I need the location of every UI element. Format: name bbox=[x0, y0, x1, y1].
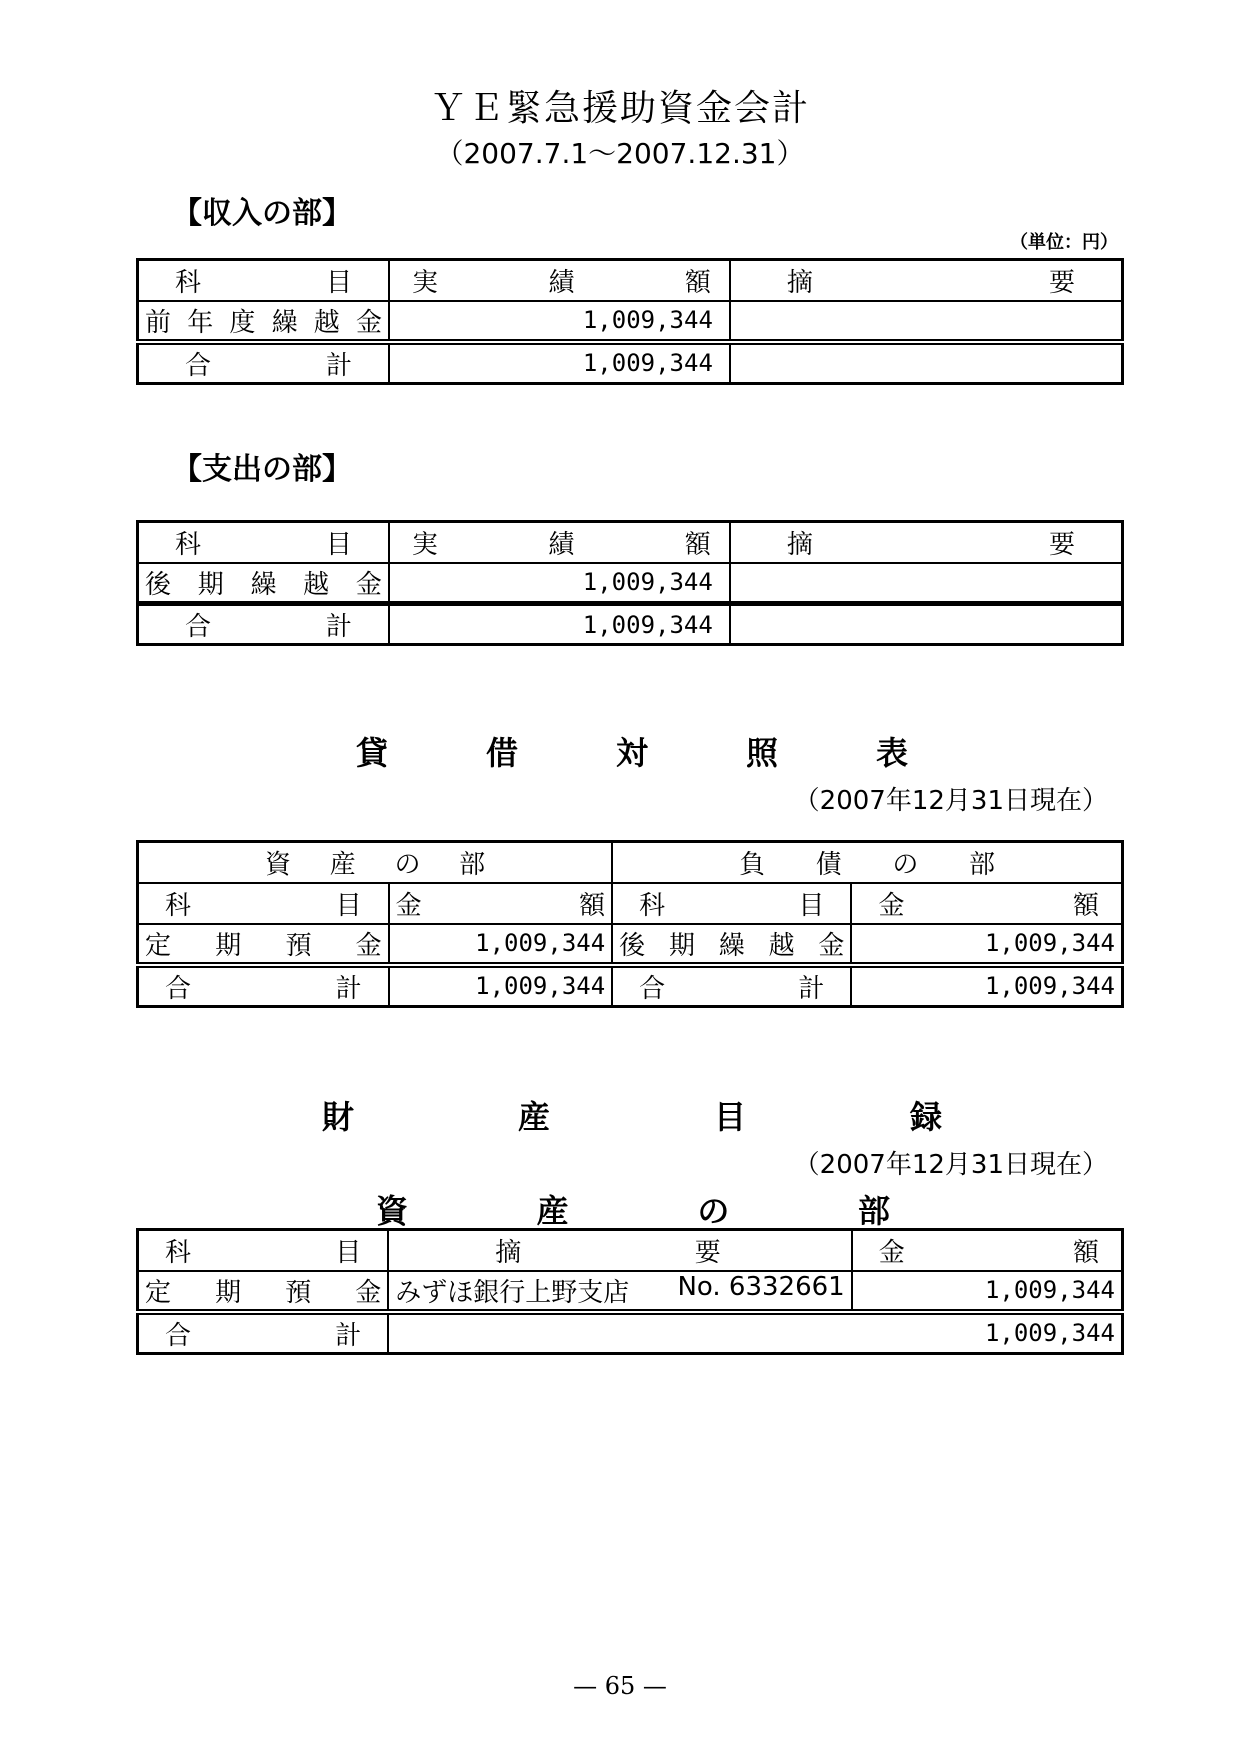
label-char: 越 bbox=[303, 569, 330, 600]
balance-sheet-header-row bbox=[138, 883, 1123, 924]
asset-total-label bbox=[138, 965, 389, 1007]
expense-header-row bbox=[138, 522, 1123, 563]
label-char: 計 bbox=[335, 1320, 362, 1351]
income-total-label bbox=[138, 342, 390, 384]
label-char: 科 bbox=[165, 1237, 192, 1268]
label-char: 越 bbox=[768, 930, 795, 961]
label-char: 後 bbox=[145, 569, 172, 600]
income-header-row bbox=[138, 260, 1123, 301]
label-char: 繰 bbox=[250, 569, 277, 600]
label-char: 目 bbox=[335, 1237, 362, 1268]
label-char: 越 bbox=[313, 307, 340, 338]
liability-total-label bbox=[612, 965, 851, 1007]
expense-total-note bbox=[730, 604, 1123, 645]
income-row-subject bbox=[138, 301, 390, 342]
label-char: 金 bbox=[878, 1237, 905, 1268]
expense-total-row bbox=[138, 604, 1123, 645]
balance-sheet-total-row bbox=[138, 965, 1123, 1007]
inventory-header-row bbox=[138, 1230, 1123, 1271]
label-char: 目 bbox=[335, 890, 362, 921]
label-char: 目 bbox=[798, 890, 825, 921]
label-char: の bbox=[892, 849, 919, 880]
label-char: 要 bbox=[1048, 529, 1075, 560]
label-char: 要 bbox=[694, 1237, 721, 1268]
label-char: 金 bbox=[355, 930, 382, 961]
liabilities-col-amount bbox=[851, 883, 1122, 924]
label-char: 産 bbox=[329, 849, 356, 880]
label-char: 部 bbox=[857, 1192, 890, 1230]
label-char: 合 bbox=[165, 973, 192, 1004]
label-char: 部 bbox=[459, 849, 486, 880]
label-char: 額 bbox=[1072, 890, 1099, 921]
expense-header-note bbox=[730, 522, 1123, 563]
label-char: の bbox=[697, 1192, 730, 1230]
label-char: 合 bbox=[165, 1320, 192, 1351]
income-table bbox=[136, 258, 1124, 385]
assets-col-amount bbox=[389, 883, 613, 924]
inventory-header-note bbox=[388, 1230, 852, 1271]
label-char: 績 bbox=[548, 267, 575, 298]
expense-header-subject bbox=[138, 522, 389, 563]
expense-row-subject bbox=[138, 563, 389, 604]
label-char: 目 bbox=[326, 267, 353, 298]
label-char: 計 bbox=[325, 612, 352, 642]
label-char: 産 bbox=[536, 1192, 569, 1230]
income-total-note bbox=[730, 342, 1123, 384]
label-char: 摘 bbox=[786, 267, 813, 298]
inventory-row-subject bbox=[138, 1271, 389, 1312]
liability-subject bbox=[612, 924, 851, 965]
label-char: 資 bbox=[265, 849, 292, 880]
expense-row-amount: 1,009,344 bbox=[389, 563, 730, 604]
income-row bbox=[138, 301, 1123, 342]
inventory-subheading bbox=[376, 1186, 890, 1232]
label-char: 期 bbox=[215, 930, 242, 961]
balance-sheet-table bbox=[136, 840, 1124, 1008]
income-row-note bbox=[730, 301, 1123, 342]
assets-col-subject bbox=[138, 883, 389, 924]
label-char: 摘 bbox=[786, 529, 813, 560]
label-char: 目 bbox=[325, 529, 352, 560]
label-char: 部 bbox=[968, 849, 995, 880]
label-char: 対 bbox=[615, 734, 648, 772]
label-char: 計 bbox=[326, 350, 353, 381]
inventory-total-label bbox=[138, 1312, 389, 1354]
label-char: 金 bbox=[818, 930, 845, 961]
document-title: ＹＥ緊急援助資金会計 bbox=[429, 88, 810, 129]
label-char: 預 bbox=[285, 1277, 312, 1308]
label-char: 貸 bbox=[356, 734, 389, 772]
inventory-header-amount bbox=[852, 1230, 1123, 1271]
label-char: 定 bbox=[145, 930, 172, 961]
income-heading: 【収入の部】 bbox=[172, 196, 352, 231]
label-char: 繰 bbox=[718, 930, 745, 961]
label-char: 金 bbox=[355, 307, 382, 338]
label-char: 負 bbox=[739, 849, 766, 880]
label-char: 実 bbox=[411, 529, 438, 560]
balance-sheet-section-row bbox=[138, 842, 1123, 883]
label-char: 金 bbox=[355, 1277, 382, 1308]
unit-note: （単位：円） bbox=[1010, 232, 1118, 253]
label-char: 金 bbox=[355, 569, 382, 600]
balance-sheet-title bbox=[356, 728, 908, 774]
inventory-total-amount: 1,009,344 bbox=[388, 1312, 1122, 1354]
label-char: 度 bbox=[229, 307, 256, 338]
label-char: 金 bbox=[878, 890, 905, 921]
expense-row bbox=[138, 563, 1123, 604]
label-char: 照 bbox=[745, 734, 778, 772]
label-char: 摘 bbox=[495, 1237, 522, 1268]
label-char: 金 bbox=[395, 890, 422, 921]
liabilities-col-subject bbox=[612, 883, 851, 924]
inventory-row-note bbox=[388, 1271, 852, 1312]
page-number: — 65 — bbox=[573, 1672, 667, 1700]
expense-row-note bbox=[730, 563, 1123, 604]
income-total-row bbox=[138, 342, 1123, 384]
label-char: 録 bbox=[909, 1098, 942, 1136]
expense-total-label bbox=[138, 604, 389, 645]
expense-header-amount bbox=[389, 522, 730, 563]
inventory-bank-name: みずほ銀行上野支店 bbox=[395, 1277, 630, 1308]
label-char: 表 bbox=[875, 734, 908, 772]
inventory-account-number: No. 6332661 bbox=[677, 1271, 845, 1302]
income-header-amount bbox=[389, 260, 730, 301]
inventory-row bbox=[138, 1271, 1123, 1312]
label-char: 年 bbox=[187, 307, 214, 338]
liability-amount: 1,009,344 bbox=[851, 924, 1122, 965]
label-char: 要 bbox=[1048, 267, 1075, 298]
income-total-amount: 1,009,344 bbox=[389, 342, 730, 384]
asset-subject bbox=[138, 924, 389, 965]
income-header-subject bbox=[138, 260, 390, 301]
inventory-row-amount: 1,009,344 bbox=[852, 1271, 1123, 1312]
label-char: 期 bbox=[668, 930, 695, 961]
label-char: 資 bbox=[376, 1192, 409, 1230]
balance-sheet-as-of: （2007年12月31日現在） bbox=[793, 786, 1108, 816]
label-char: 前 bbox=[145, 307, 172, 338]
inventory-table bbox=[136, 1228, 1124, 1355]
label-char: 合 bbox=[639, 973, 666, 1004]
inventory-as-of: （2007年12月31日現在） bbox=[793, 1150, 1108, 1180]
label-char: 繰 bbox=[271, 307, 298, 338]
label-char: 預 bbox=[285, 930, 312, 961]
label-char: 額 bbox=[579, 890, 606, 921]
label-char: 財 bbox=[322, 1098, 355, 1136]
label-char: 科 bbox=[639, 890, 666, 921]
label-char: の bbox=[394, 849, 421, 880]
label-char: 額 bbox=[684, 267, 711, 298]
label-char: 合 bbox=[185, 612, 212, 642]
inventory-header-subject bbox=[138, 1230, 389, 1271]
liability-total-amount: 1,009,344 bbox=[851, 965, 1122, 1007]
inventory-total-row bbox=[138, 1312, 1123, 1354]
label-char: 科 bbox=[165, 890, 192, 921]
asset-amount: 1,009,344 bbox=[389, 924, 613, 965]
label-char: 実 bbox=[412, 267, 439, 298]
expense-table bbox=[136, 520, 1124, 646]
label-char: 後 bbox=[619, 930, 646, 961]
asset-total-amount: 1,009,344 bbox=[389, 965, 613, 1007]
document-period: （2007.7.1〜2007.12.31） bbox=[435, 137, 805, 170]
label-char: 期 bbox=[215, 1277, 242, 1308]
label-char: 科 bbox=[175, 267, 202, 298]
label-char: 額 bbox=[1072, 1237, 1099, 1268]
liabilities-heading bbox=[612, 842, 1122, 883]
assets-heading bbox=[138, 842, 613, 883]
label-char: 績 bbox=[548, 529, 575, 560]
label-char: 債 bbox=[815, 849, 842, 880]
label-char: 借 bbox=[485, 734, 518, 772]
label-char: 額 bbox=[684, 529, 711, 560]
label-char: 期 bbox=[197, 569, 224, 600]
income-header-note bbox=[730, 260, 1123, 301]
inventory-title bbox=[322, 1092, 942, 1138]
balance-sheet-row bbox=[138, 924, 1123, 965]
label-char: 計 bbox=[798, 973, 825, 1004]
label-char: 産 bbox=[517, 1098, 550, 1136]
expense-heading: 【支出の部】 bbox=[172, 452, 352, 487]
income-row-amount: 1,009,344 bbox=[389, 301, 730, 342]
label-char: 科 bbox=[175, 529, 202, 560]
label-char: 計 bbox=[335, 973, 362, 1004]
expense-total-amount: 1,009,344 bbox=[389, 604, 730, 645]
label-char: 定 bbox=[145, 1277, 172, 1308]
label-char: 目 bbox=[713, 1098, 746, 1136]
label-char: 合 bbox=[185, 350, 212, 381]
